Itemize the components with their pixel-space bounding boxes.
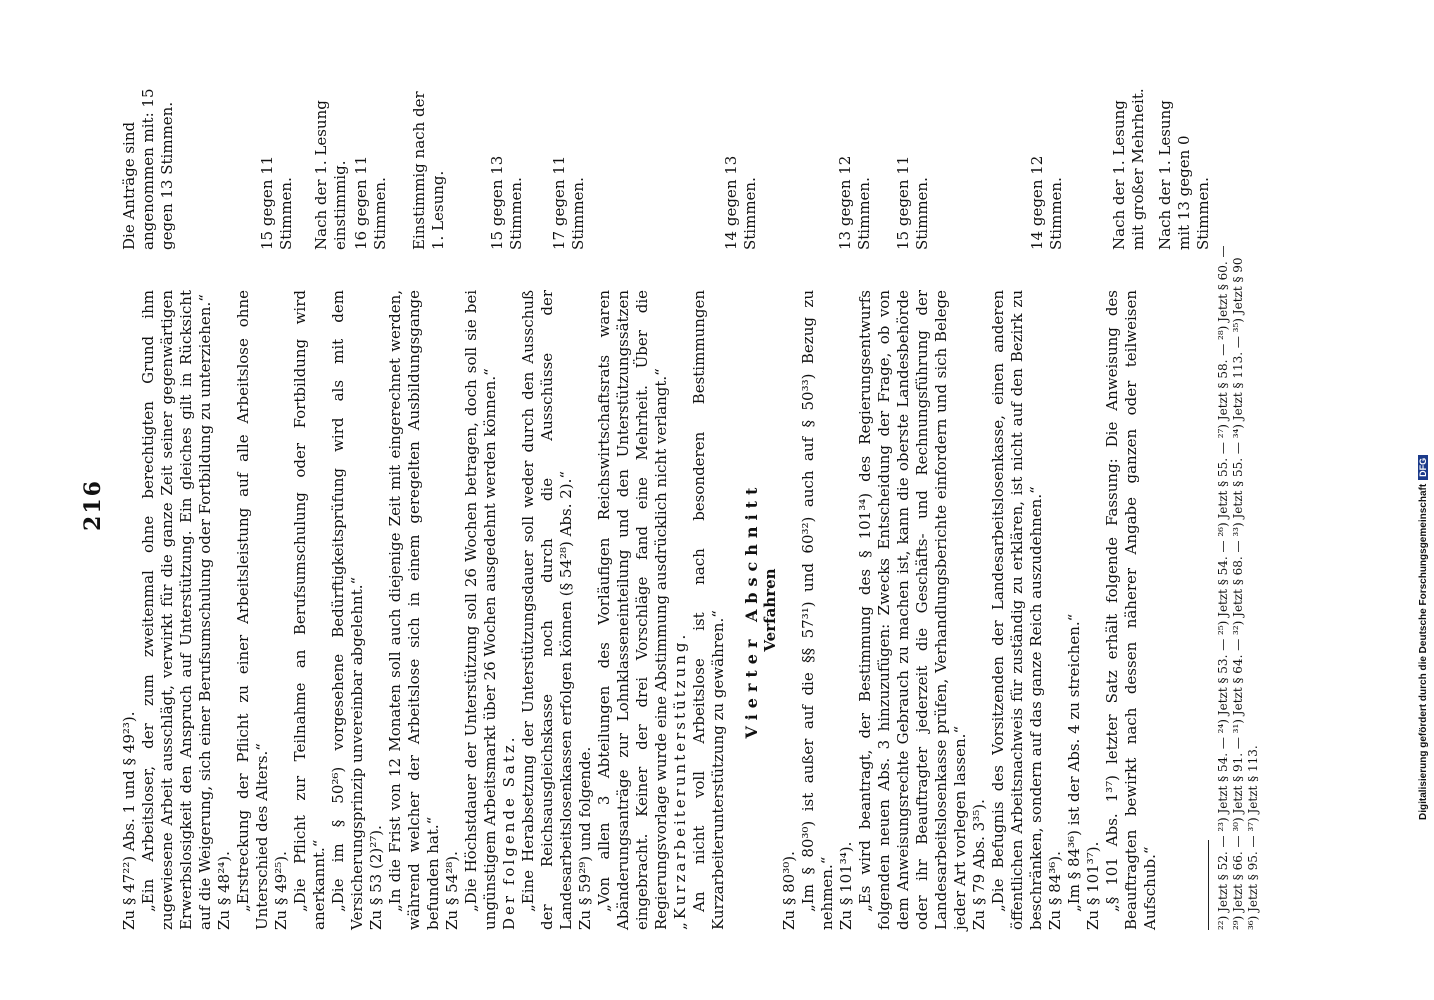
section-heading: Zu § 54²⁸).: [443, 851, 461, 930]
section-text: „Eine Herabsetzung der Unterstützungsdauer soll weder durch den Ausschuß der Reichsausgleichskasse noch durch die Ausschüsse der Landesarbeitslosenkassen erfolgen können (§ 54²⁸) Abs. 2).“: [519, 290, 575, 930]
section-text: „Die im § 50²⁶) vorgesehene Bedürftigkeitsprüfung wird als mit dem Versicherungsprinzip unvereinbar abgelehnt.“: [329, 290, 366, 930]
vote-result: 14 gegen 13 Stimmen.: [722, 155, 759, 250]
footnotes: [1216, 80, 1261, 930]
section-text: „Die Pflicht zur Teilnahme an Berufsumschulung oder Fortbildung wird anerkannt.“: [291, 290, 328, 930]
section-text: „Im § 84³⁶) ist der Abs. 4 zu streichen.“: [1065, 613, 1083, 912]
section-text: „Ein Arbeitsloser, der zum zweitenmal ohne berechtigten Grund ihm zugewiesene Arbeit ausschlägt, verwirkt für die ganze Zeit seiner gegenwärtigen Erwerbslosigkeit den Anspruch auf Unterstützung. Ein gleiches gilt in Rücksicht auf die Weigerung, sich einer Berufsumschulung oder Fortbildung zu unterziehen.“: [139, 290, 214, 930]
vote-result: 15 gegen 11 Stimmen.: [894, 155, 931, 250]
section-text: „§ 101 Abs. 1³⁷) letzter Satz erhält folgende Fassung: Die Anweisung des Beauftragten bewirkt nach dessen näherer Angabe ganzen oder teilweisen Aufschub.“: [1103, 290, 1159, 930]
vote-result: Nach der 1. Lesung einstimmig.: [312, 100, 349, 250]
section-heading: Zu § 48²⁴).: [215, 851, 233, 930]
dfg-logo: DFG: [1418, 455, 1428, 480]
section-heading: Zu § 84³⁶).: [1046, 851, 1064, 930]
section-heading: Zu § 49²⁵).: [272, 851, 290, 930]
section-text: An nicht voll Arbeitslose ist nach besonderen Bestimmungen Kurzarbeiterunterstützung zu gewähren.“: [690, 290, 727, 930]
footnote-divider: [1208, 840, 1209, 930]
chapter-heading: [742, 290, 780, 930]
section-text: „In die Frist von 12 Monaten soll auch diejenige Zeit mit eingerechnet werden, während welcher der Arbeitslose sich in einem geregelten Ausbildungsgange befunden hat.“: [386, 290, 442, 930]
page-number: 216: [80, 479, 106, 531]
section-heading: Zu § 79 Abs. 3³⁵).: [970, 799, 988, 930]
funding-note: [1418, 457, 1432, 821]
section-heading: „Kurzarbeiterunterstützung.: [671, 631, 689, 930]
footnote-line: ²²) Jetzt § 52. — ²³) Jetzt § 54. — ²⁴) Jetzt § 53. — ²⁵) Jetzt § 54. — ²⁶) Jetzt § 55. — ²⁷) Jetzt § 58. — ²⁸) Jetzt § 60. —: [1216, 245, 1230, 930]
footnote-line: ²⁹) Jetzt § 66. — ³⁰) Jetzt § 91. — ³¹) Jetzt § 64. — ³²) Jetzt § 68. — ³³) Jetzt § 55. — ³⁴) Jetzt § 113. — ³⁵) Jetzt § 90: [1231, 257, 1245, 930]
vote-result: 16 gegen 11 Stimmen.: [352, 155, 389, 250]
section-text: „Im § 80³⁰) ist außer auf die §§ 57³¹) und 60³²) auch auf § 50³³) Bezug zu nehmen.“: [799, 290, 836, 930]
section-heading: Zu § 53 (2)²⁷).: [367, 825, 385, 930]
vote-result: Nach der 1. Lesung mit 13 gegen 0 Stimmen.: [1156, 100, 1212, 250]
section-heading: Zu § 47²²) Abs. 1 und § 49²³).: [120, 711, 138, 930]
vote-result: Nach der 1. Lesung mit großer Mehrheit.: [1110, 88, 1147, 250]
vote-result: Die Anträge sind angenommen mit: 15 gegen 13 Stimmen.: [120, 88, 176, 250]
section-text: „Die Befugnis des Vorsitzenden der Landesarbeitslosenkasse, einen anderen öffentlichen Arbeitsnachweis für zuständig zu erklären, ist nicht auf den Bezirk zu beschränken, sondern auf das ganze Reich auszudehnen.“: [989, 290, 1045, 930]
footnote-line: ³⁶) Jetzt § 95. — ³⁷) Jetzt § 113.: [1246, 745, 1260, 930]
section-heading: Zu § 101³⁴).: [837, 841, 855, 930]
main-text-column: [120, 290, 1160, 930]
section-text: „Es wird beantragt, der Bestimmung des § 101³⁴) des Regierungsentwurfs folgenden neuen Abs. 3 hinzuzufügen: Zwecks Entscheidung der Frage, ob von dem Anweisungsrechte Gebrauch zu machen ist, kann die oberste Landesbehörde oder ihr Beauftragter jederzeit die Geschäfts- und Rechnungsführung der Landesarbeitslosenkasse prüfen, Verhandlungsberichte einfordern und sich Belege jeder Art vorlegen lassen.“: [856, 290, 969, 930]
rotated-page: [80, 80, 1434, 930]
section-text: „Von allen 3 Abteilungen des Vorläufigen Reichswirtschaftsrats waren Abänderungsanträge zur Lohnklasseneinteilung und den Unterstützungssätzen eingebracht. Keiner der drei Vorschläge fand eine Mehrheit. Über die Regierungsvorlage wurde eine Abstimmung ausdrücklich nicht verlangt.“: [595, 290, 670, 930]
section-text: „Erstreckung der Pflicht zu einer Arbeitsleistung auf alle Arbeitslose ohne Unterschied des Alters.“: [234, 290, 271, 930]
section-heading: Zu § 59²⁹) und folgende.: [576, 746, 594, 930]
funding-text: Digitalisierung gefördert durch die Deutsche Forschungsgemeinschaft: [1418, 483, 1429, 820]
vote-result: 15 gegen 11 Stimmen.: [258, 155, 295, 250]
section-heading: Zu § 101³⁷).: [1084, 841, 1102, 930]
chapter-subtitle: Verfahren: [761, 568, 779, 652]
section-heading: Zu § 80³⁰).: [780, 851, 798, 930]
section-text: „Die Höchstdauer der Unterstützung soll 26 Wochen betragen, doch soll sie bei ungünstigem Arbeitsmarkt über 26 Wochen ausgedehnt werden können.“: [462, 290, 499, 930]
vote-result: 13 gegen 12 Stimmen.: [836, 155, 873, 250]
section-heading: Der folgende Satz.: [500, 734, 518, 930]
chapter-title: Vierter Abschnitt: [742, 481, 761, 739]
vote-result: 14 gegen 12 Stimmen.: [1028, 155, 1065, 250]
vote-result: 15 gegen 13 Stimmen.: [488, 155, 525, 250]
vote-result: Einstimmig nach der 1. Lesung.: [410, 91, 447, 250]
vote-result: 17 gegen 11 Stimmen.: [550, 155, 587, 250]
